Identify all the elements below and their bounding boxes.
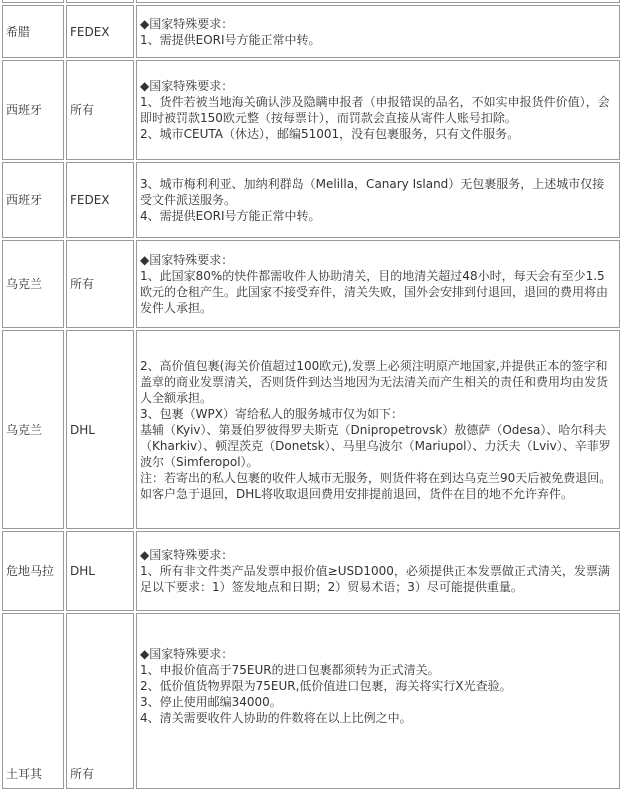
country-cell: 西班牙 — [2, 60, 64, 160]
requirement-line: 3、城市梅利利亚、加纳利群岛（Melilla，Canary Island）无包裹服务，上述城市仅接受文件派送服务。 — [140, 177, 605, 207]
carrier-cell — [66, 0, 134, 3]
requirements-cell — [136, 330, 620, 529]
requirement-line: ◆国家特殊要求： — [140, 548, 234, 562]
requirement-line: 2、低价值货物界限为75EUR,低价值进口包裹，海关将实行X光查验。 — [140, 679, 512, 693]
requirement-line: 1、此国家80%的快件都需收件人协助清关，目的地清关超过48小时，每天会有至少1.5欧元的仓租产生。此国家不接受弃件，清关失败，国外会安排到付退回，退回的费用将由发件人承担。 — [140, 269, 609, 315]
carrier-cell: 所有 — [66, 613, 134, 789]
requirement-line: 4、清关需要收件人协助的件数将在以上比例之中。 — [140, 711, 412, 725]
country-cell: 土耳其 — [2, 613, 64, 789]
requirement-line: 3、停止使用邮编34000。 — [140, 695, 282, 709]
requirement-line: ◆国家特殊要求： — [140, 79, 234, 93]
requirement-line: 基辅（Kyiv）、第聂伯罗彼得罗夫斯克（Dnipropetrovsk）敖德萨（Odesa）、哈尔科夫（Kharkiv）、顿涅茨克（Donetsk）、马里乌波尔（Mariupol）、力沃夫（Lviv）、辛菲罗波尔（Simferopol）。 — [140, 422, 611, 469]
country-cell: 乌克兰 — [2, 330, 64, 529]
carrier-cell: DHL — [66, 330, 134, 529]
requirement-line: 2、城市CEUTA（休达），邮编51001，没有包裹服务，只有文件服务。 — [140, 127, 520, 141]
carrier-cell: FEDEX — [66, 5, 134, 58]
requirement-line: 1、申报价值高于75EUR的进口包裹都须转为正式清关。 — [140, 663, 440, 677]
requirements-cell — [136, 5, 620, 58]
country-cell: 西班牙 — [2, 162, 64, 238]
table-row — [2, 0, 620, 3]
table-row — [2, 330, 620, 529]
requirement-line: ◆国家特殊要求： — [140, 16, 234, 31]
country-cell: 希腊 — [2, 5, 64, 58]
country-cell: 危地马拉 — [2, 531, 64, 611]
requirements-cell — [136, 0, 620, 3]
table-row — [2, 531, 620, 611]
requirement-line: 2、高价值包裹(海关价值超过100欧元),发票上必须注明原产地国家,并提供正本的签字和盖章的商业发票清关，否则货件到达当地因为无法清关而产生相关的责任和费用均由发货人全额承担。 — [140, 358, 609, 405]
table-row — [2, 5, 620, 58]
country-cell — [2, 0, 64, 3]
table-row — [2, 162, 620, 238]
carrier-cell: DHL — [66, 531, 134, 611]
requirements-cell — [136, 613, 620, 789]
requirements-cell — [136, 240, 620, 328]
table-row — [2, 613, 620, 789]
requirement-line: 注：若寄出的私人包裹的收件人城市无服务，则货件将在到达乌克兰90天后被免费退回。如客户急于退回，DHL将收取退回费用安排提前退回，货件在目的地不允许弃件。 — [140, 470, 612, 501]
carrier-cell: FEDEX — [66, 162, 134, 238]
requirements-cell — [136, 531, 620, 611]
requirement-line: 1、货件若被当地海关确认涉及隐瞒申报者（申报错误的品名，不如实申报货件价值），会即时被罚款150欧元整（按每票计），而罚款会直接从寄件人账号扣除。 — [140, 95, 610, 125]
carrier-cell: 所有 — [66, 240, 134, 328]
country-cell: 乌克兰 — [2, 240, 64, 328]
table-body — [2, 0, 620, 789]
requirements-cell — [136, 162, 620, 238]
requirement-line: ◆国家特殊要求： — [140, 253, 234, 267]
requirement-line: 4、需提供EORI号方能正常中转。 — [140, 209, 321, 223]
requirement-line: 1、需提供EORI号方能正常中转。 — [140, 32, 321, 47]
table-row — [2, 60, 620, 160]
requirement-line: 1、所有非文件类产品发票申报价值≥USD1000，必须提供正本发票做正式清关，发票满足以下要求：1）签发地点和日期；2）贸易术语；3）尽可能提供重量。 — [140, 564, 610, 594]
requirement-line: ◆国家特殊要求： — [140, 647, 234, 661]
carrier-cell: 所有 — [66, 60, 134, 160]
requirement-line: 3、包裹（WPX）寄给私人的服务城市仅为如下： — [140, 406, 403, 421]
table-row — [2, 240, 620, 328]
requirements-cell — [136, 60, 620, 160]
